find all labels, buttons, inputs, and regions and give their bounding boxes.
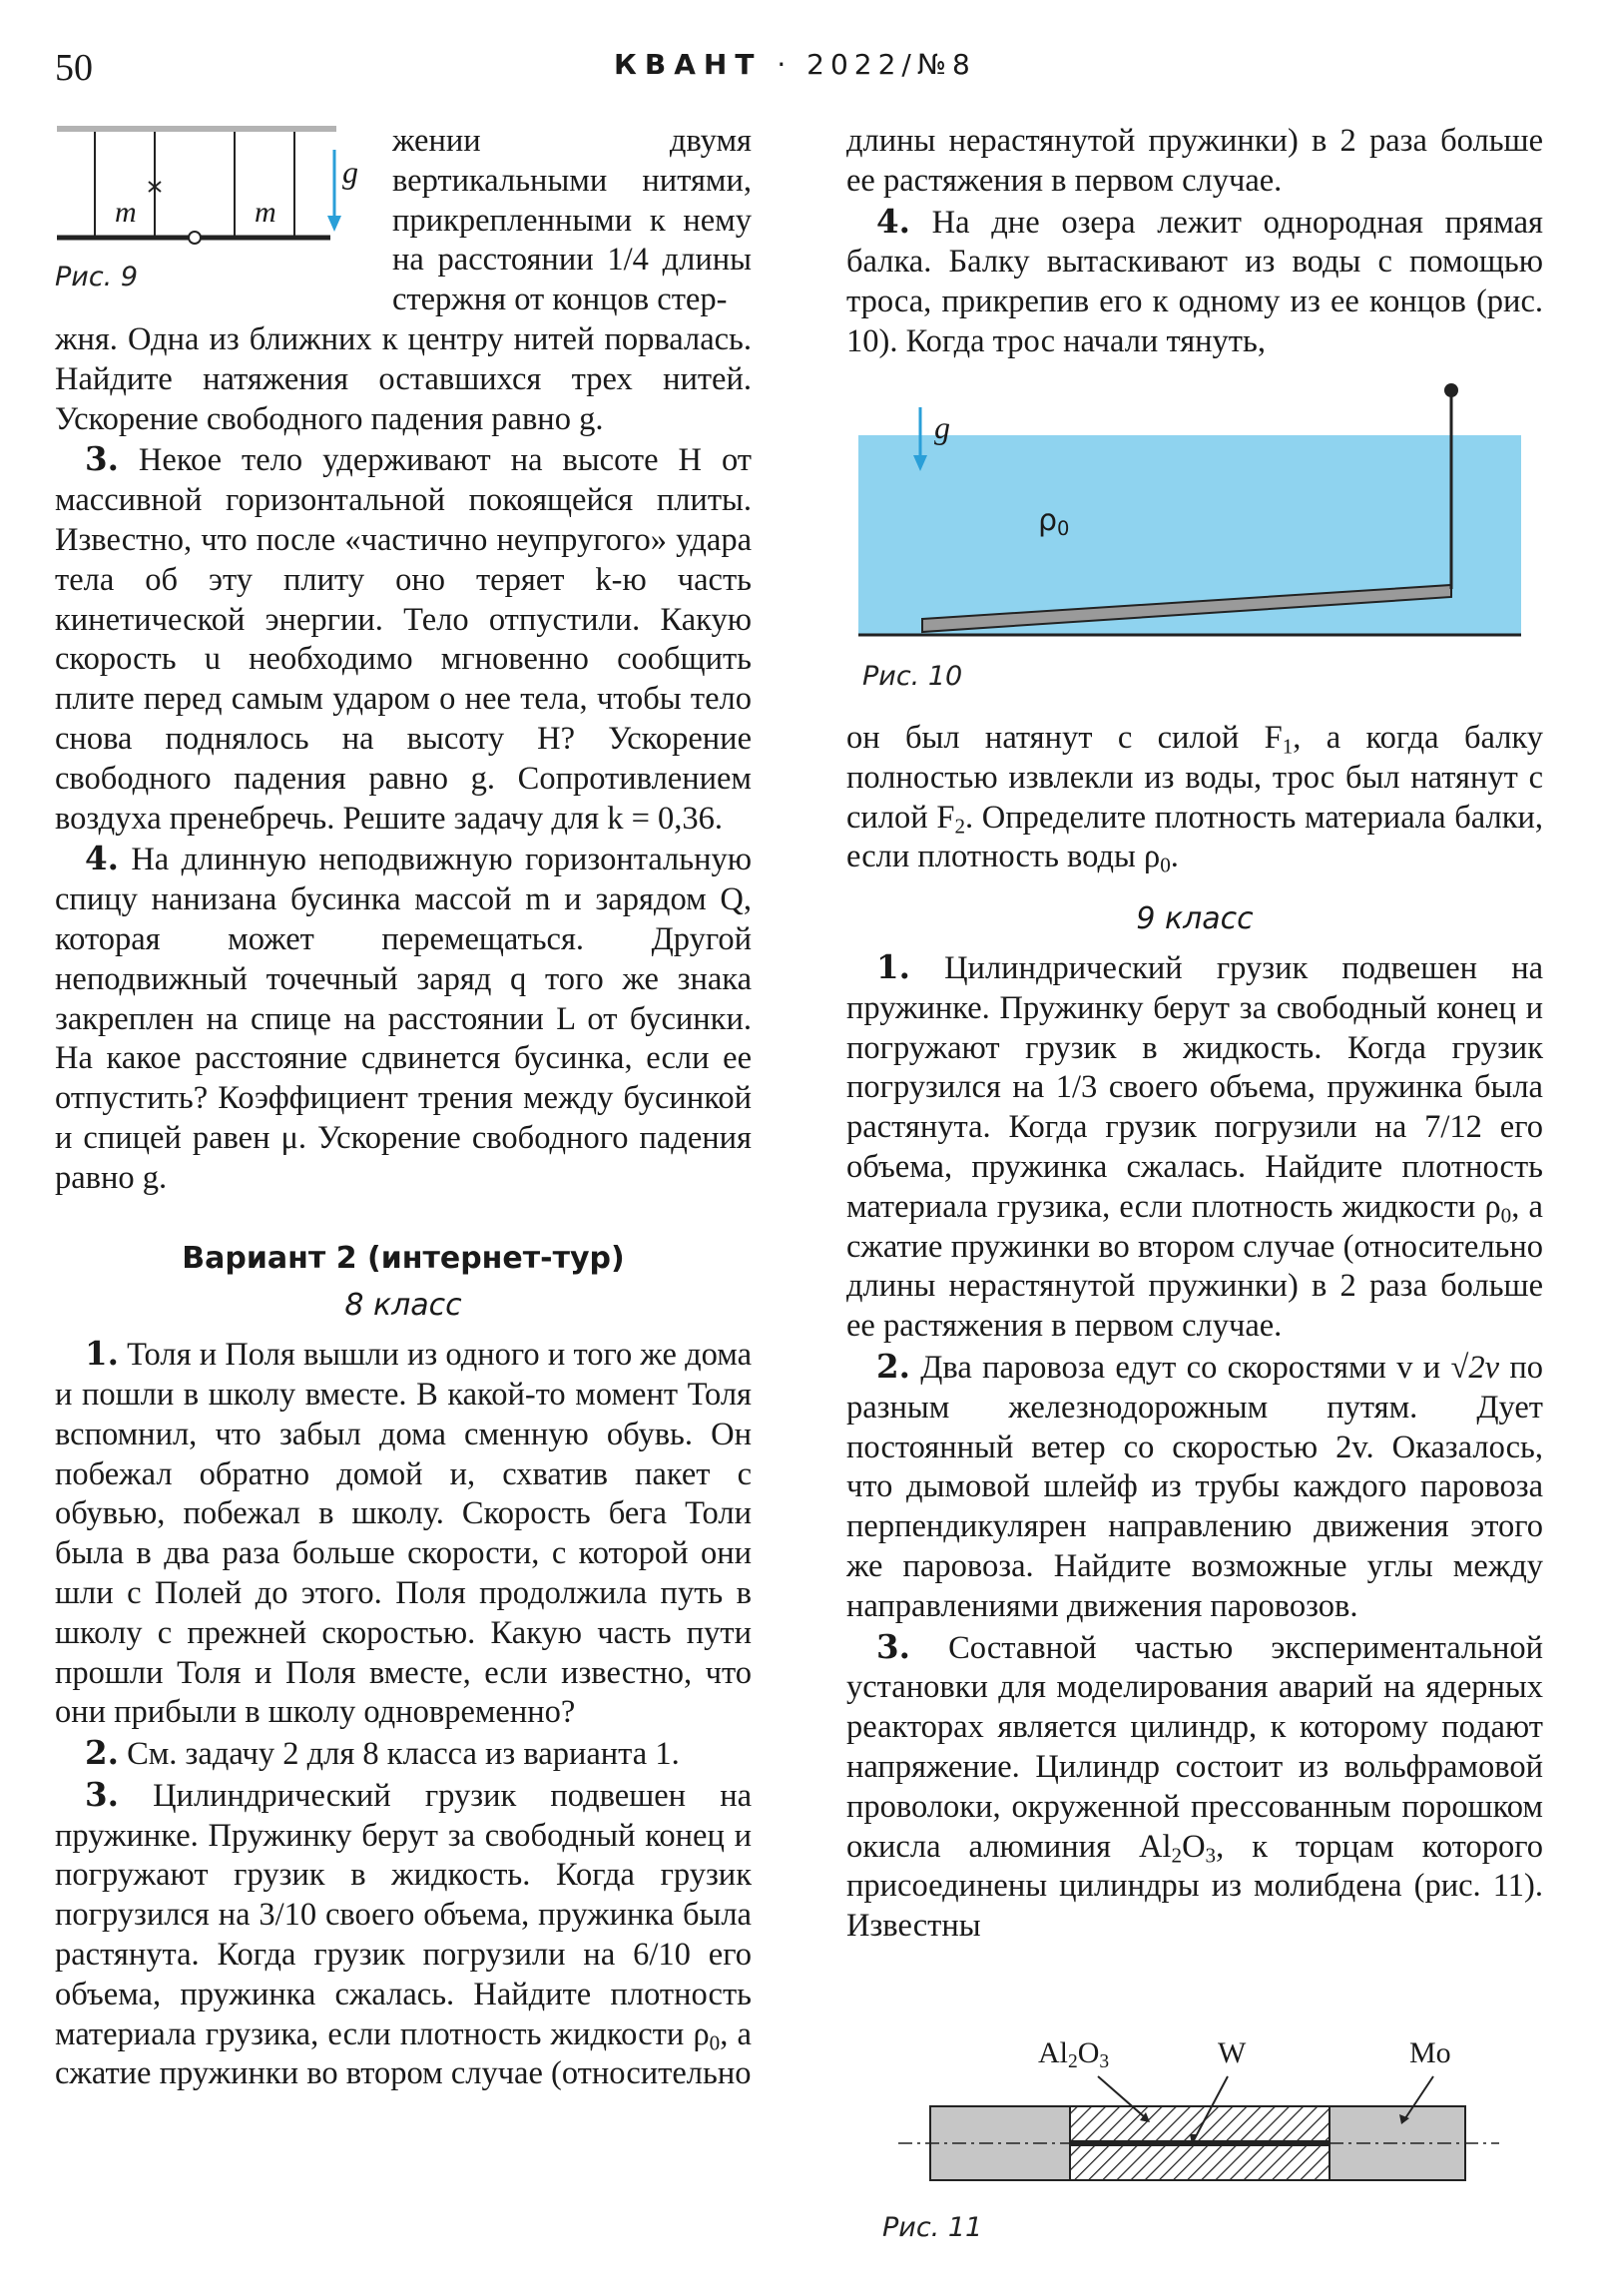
problem-number: 2. — [85, 1733, 119, 1773]
problem-text: . — [1170, 839, 1179, 875]
problem-text: Составной частью экспериментальной установки для моделирования аварий на ядерных реакторах является цилиндр, к которому подают напряжение. Цилиндр состоит из вольфрамовой проволоки, окруженной прессованным порошком окисла алюминия Al — [846, 1629, 1543, 1865]
g9-problem-1 — [846, 947, 1543, 1347]
left-p2-continuation: жня. Одна из ближних к центру нитей порвалась. Найдите натяжения оставшихся трех нитей. Ускорение свободного падения равно g. — [55, 321, 752, 437]
page-number: 50 — [55, 47, 93, 89]
right-problem-4 — [846, 202, 1543, 362]
water-density-label — [1038, 503, 1069, 538]
gravity-label: g — [342, 154, 358, 190]
problem-text: Цилиндрический грузик подвешен на пружинке. Пружинку берут за свободный конец и погружают грузик в жидкость. Когда грузик погрузился на 3/10 своего объема, пружинка была растянута. Когда грузик погрузили на 6/10 его объема, пружинка сжалась. Найдите плотность материала грузика, если плотность жидкости ρ — [55, 1777, 753, 2052]
problem-text: На дне озера лежит однородная прямая балка. Балку вытаскивают из воды с помощью троса, прикрепив его к одному из ее концов (рис. 10). Когда трос начали тянуть, — [846, 204, 1543, 359]
figure-11 — [878, 2036, 1517, 2276]
subscript: 0 — [1057, 516, 1070, 540]
subscript: 3 — [1099, 2050, 1110, 2072]
problem-text: , а сжатие пружинки во втором случае (относительно длины нерастянутой пружинки) в 2 раза больше ее растяжения в первом случае. — [846, 1188, 1543, 1345]
problem-number: 4. — [876, 201, 910, 241]
right-top-continuation: длины нерастянутой пружинки) в 2 раза больше ее растяжения в первом случае. — [846, 123, 1543, 199]
fig9-side-text — [392, 122, 752, 320]
running-head — [614, 48, 976, 81]
g9-problem-2 — [846, 1347, 1543, 1627]
left-problem-3 — [55, 439, 752, 839]
problem-text: по разным железнодорожным путям. Дует постоянный ветер со скоростью 2v. Оказалось, что дымовой шлейф из трубы каждого паровоза перпендикулярен направлению движения этого же паровоза. Найдите возможные углы между направлениями движения паровозов. — [846, 1349, 1543, 1624]
figure-10-drawing — [858, 379, 1537, 699]
figure-9-caption: Рис. 9 — [55, 262, 139, 292]
alumina-label — [1038, 2036, 1109, 2070]
subscript: 1 — [1282, 734, 1294, 759]
problem-text: , к торцам которого присоединены цилиндры из молибдена (рис. 11). Известны — [846, 1828, 1543, 1945]
problem-text: O — [1182, 1828, 1206, 1865]
problem-text: Толя и Поля вышли из одного и того же дома и пошли в школу вместе. В какой-то момент Толя вспомнил, что забыл дома сменную обувь. Он побежал обратно домой и, схватив пакет с обувью, побежал в школу. Скорость бега Толи была в два раза больше скорости, с которой они шли с Полей до этого. Поля продолжила путь в школу с прежней скоростью. Какую часть пути прошли Толя и Поля вместе, если известно, что они прибыли в школу одновременно? — [55, 1337, 753, 1731]
right-p4-continuation — [846, 719, 1543, 877]
problem-number: 3. — [85, 439, 119, 479]
gravity-label: g — [934, 409, 950, 445]
problem-text: Некое тело удерживают на высоте H от массивной горизонтальной покоящейся плиты. Известно, что после «частично неупругого» удара тела об эту плиту оно теряет k-ю часть кинетической энергии. Тело отпустили. Какую скорость u необходимо мгновенно сообщить плите перед самым ударом о нее тела, чтобы тело снова поднялось на высоту H? Ускорение свободного падения равно g. Сопротивлением воздуха пренебречь. Решите задачу для k = 0,36. — [55, 442, 753, 837]
grade-9-heading: 9 класс — [1136, 901, 1254, 937]
subscript: 0 — [709, 2029, 721, 2054]
problem-text: Два паровоза едут со скоростями v и — [920, 1349, 1451, 1386]
problem-text: На длинную неподвижную горизонтальную спицу нанизана бусинка массой m и зарядом Q, которая может перемещаться. Другой неподвижный точечный заряд q того же знака закреплен на спице на расстоянии L от бусинки. На какое расстояние сдвинется бусинка, если ее отпустить? Коэффициент трения между бусинкой и спицей равен μ. Ускорение свободного падения равно g. — [55, 842, 752, 1196]
subscript: 2 — [1068, 2050, 1078, 2072]
problem-text: См. задачу 2 для 8 класса из варианта 1. — [127, 1736, 680, 1773]
problem-text: Цилиндрический грузик подвешен на пружинке. Пружинку берут за свободный конец и погружают грузик в жидкость. Когда грузик погрузился на 1/3 своего объема, пружинка была растянута. Когда грузик погрузили на 7/12 его объема, пружинка сжалась. Найдите плотность материала грузика, если плотность жидкости ρ — [846, 949, 1544, 1225]
issue-label: · 2022/№8 — [777, 48, 976, 81]
left-column — [55, 320, 752, 2094]
variant-title: Вариант 2 (интернет-тур) — [182, 1240, 625, 1276]
figure-10 — [858, 379, 1537, 699]
figure-10-caption: Рис. 10 — [862, 661, 963, 692]
figure-9 — [55, 120, 358, 299]
problem-number: 3. — [85, 1774, 119, 1814]
problem-number: 3. — [876, 1626, 910, 1666]
tungsten-label: W — [1218, 2036, 1247, 2069]
mass-label-left: m — [115, 196, 137, 229]
mass-label-right: m — [255, 196, 276, 229]
subscript: 2 — [1171, 1842, 1183, 1867]
right-column — [846, 719, 1543, 1947]
problem-text: , а сжатие пружинки во втором случае (относительно — [55, 2015, 752, 2092]
v2-problem-2 — [55, 1733, 752, 1775]
subscript: 2 — [954, 813, 965, 838]
subscript: 0 — [1160, 853, 1171, 877]
problem-text: он был натянут с силой F — [846, 720, 1283, 756]
v2-problem-3 — [55, 1775, 752, 2094]
label-text: Al — [1038, 2036, 1068, 2069]
fig9-side-paragraph: жении двумя вертикальными нитями, прикрепленными к нему на расстоянии 1/4 длины стержня от концов стер- — [392, 123, 752, 318]
v2-problem-1 — [55, 1334, 752, 1733]
grade-8-heading: 8 класс — [344, 1288, 462, 1324]
problem-number: 1. — [85, 1334, 119, 1374]
rho-symbol: ρ — [1038, 503, 1058, 538]
problem-text: , а когда балку полностью извлекли из воды, трос был натянут с силой F — [846, 720, 1543, 836]
problem-number: 4. — [85, 839, 119, 878]
sqrt-expression: √2v — [1450, 1349, 1500, 1386]
figure-11-caption: Рис. 11 — [882, 2212, 983, 2243]
problem-number: 1. — [876, 946, 910, 986]
journal-name: КВАНТ — [614, 48, 763, 81]
problem-text: . Определите плотность материала балки, если плотность воды ρ — [846, 799, 1543, 875]
label-text: O — [1077, 2036, 1100, 2069]
subscript: 0 — [1500, 1203, 1512, 1228]
molybdenum-label: Mo — [1409, 2036, 1451, 2069]
left-problem-4 — [55, 839, 752, 1198]
g9-problem-3 — [846, 1627, 1543, 1947]
problem-number: 2. — [876, 1346, 910, 1386]
subscript: 3 — [1205, 1842, 1217, 1867]
right-column-top — [846, 122, 1543, 362]
